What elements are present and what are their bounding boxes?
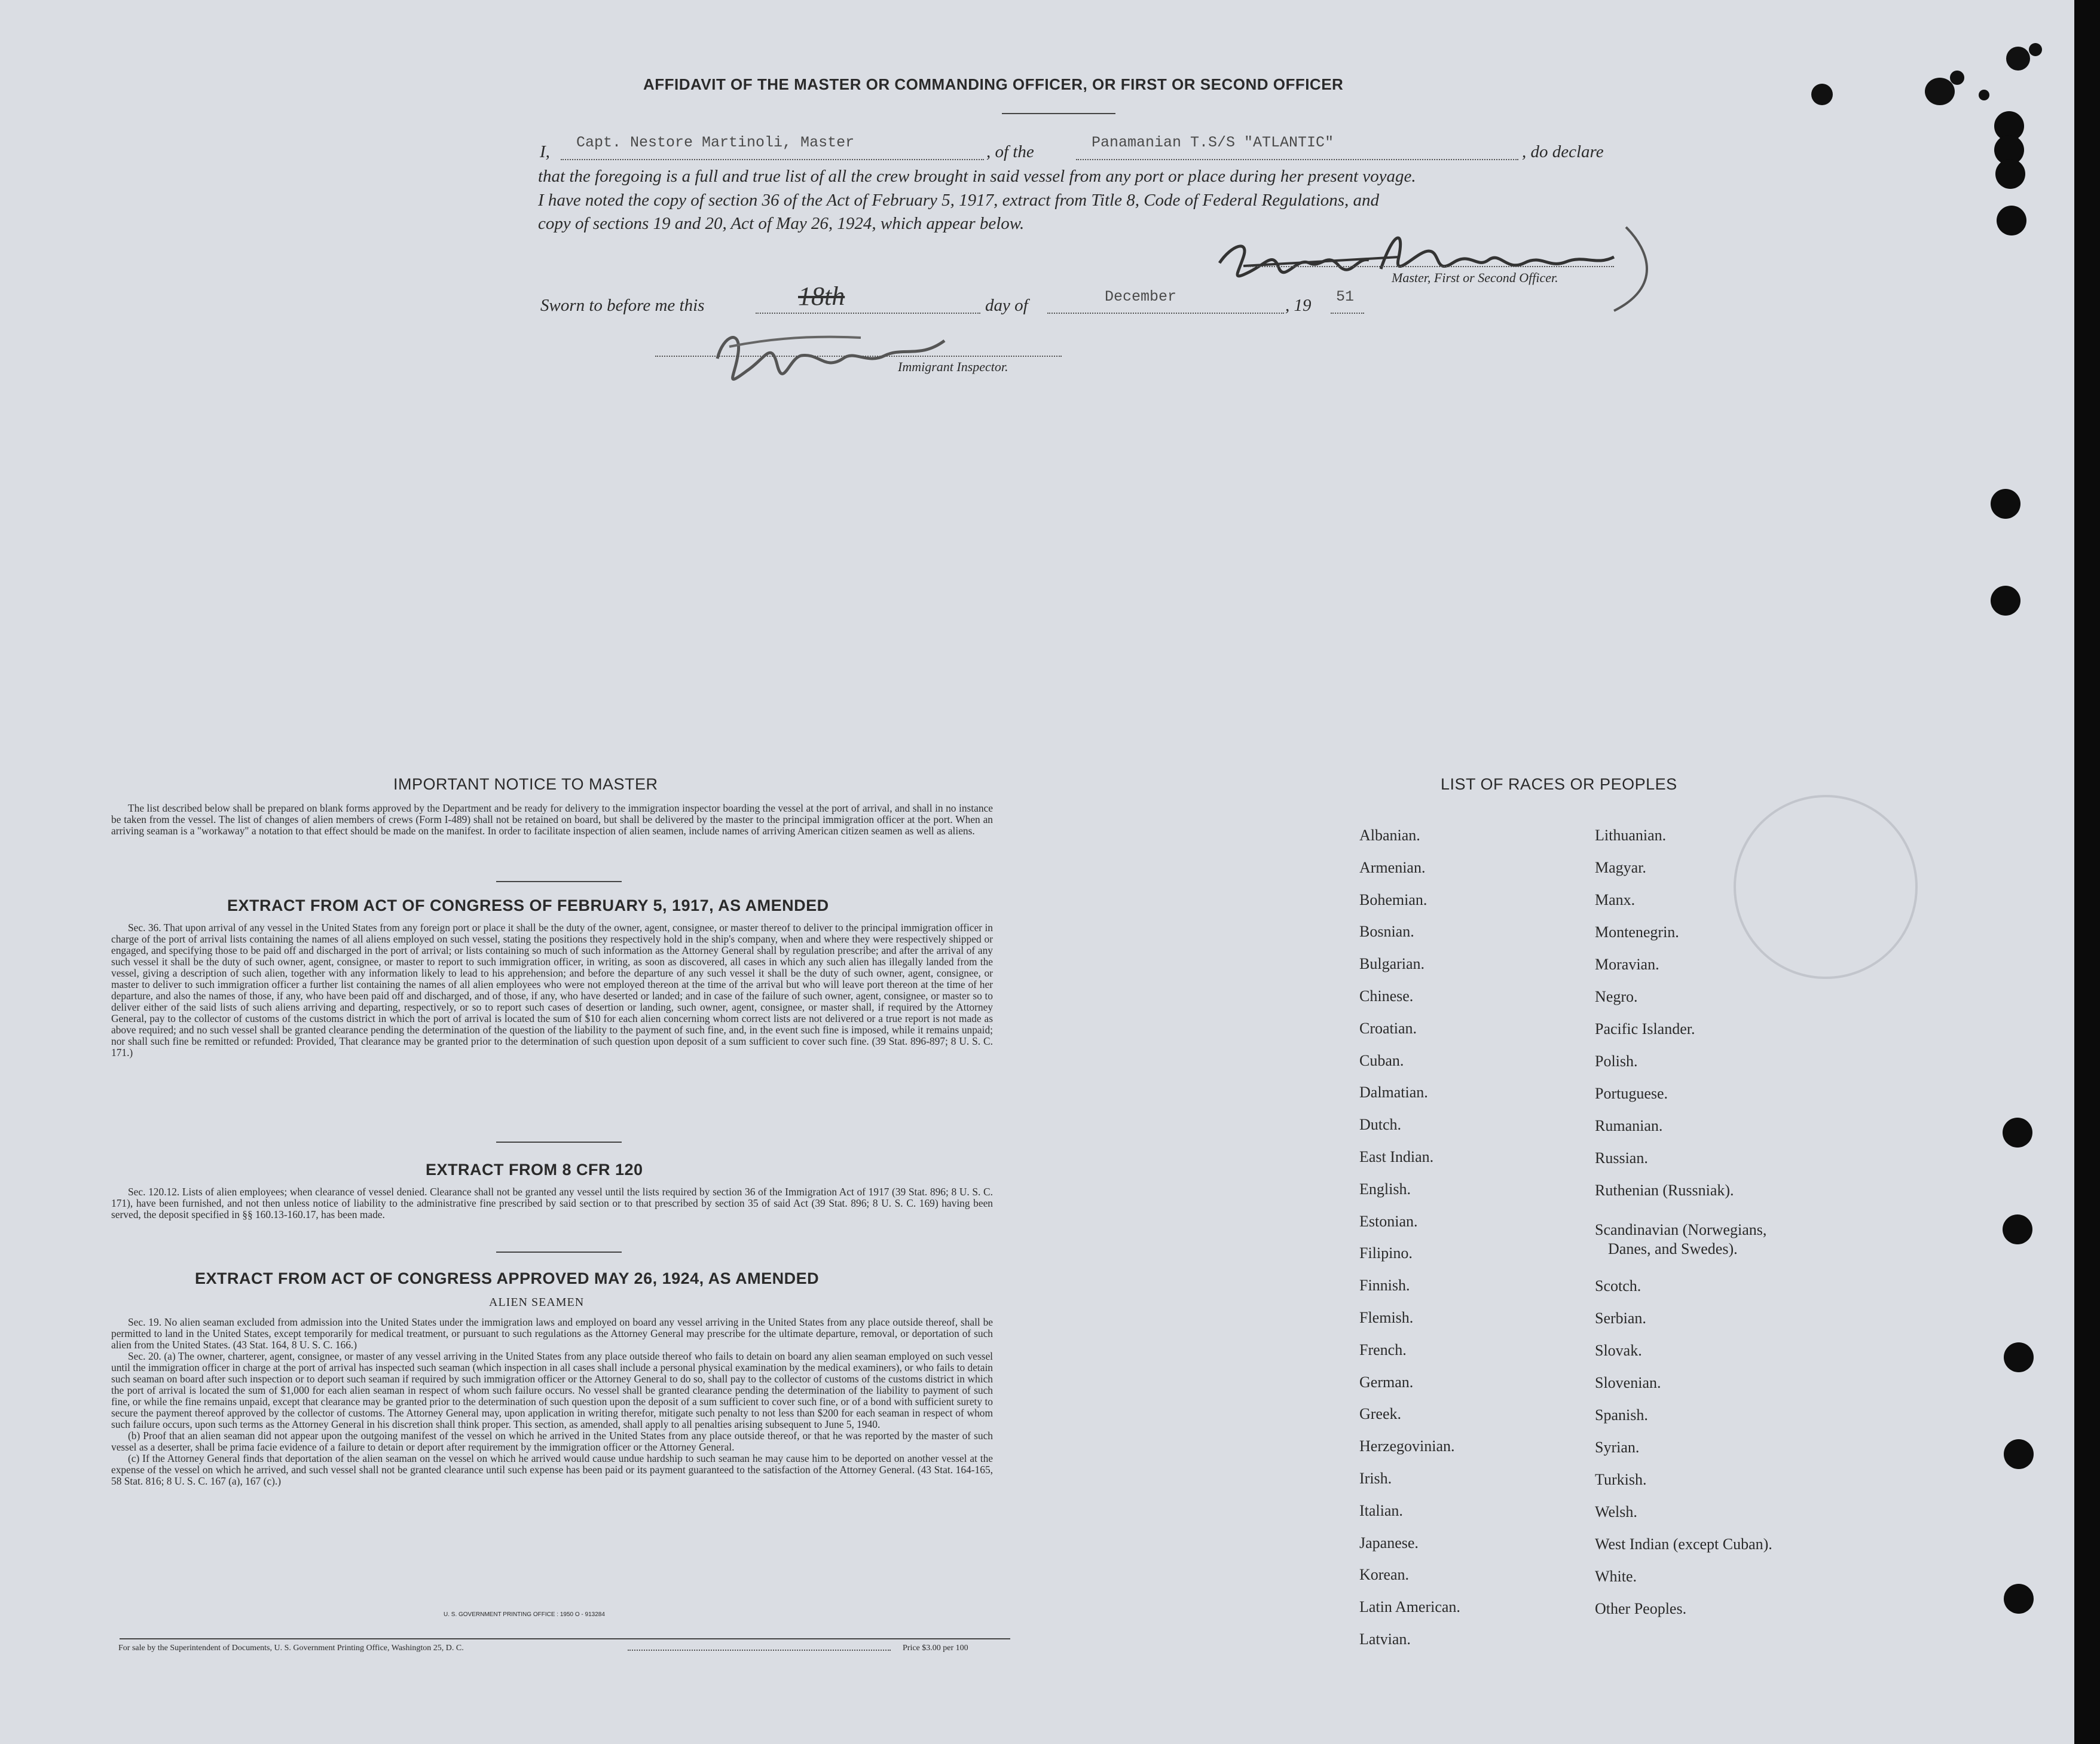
race-item: Chinese.: [1359, 987, 1414, 1005]
race-item: Slovenian.: [1595, 1374, 1661, 1391]
month-field: December: [1105, 288, 1177, 305]
race-item: Rumanian.: [1595, 1117, 1663, 1134]
race-item: Polish.: [1595, 1052, 1638, 1070]
race-item: Scandinavian (Norwegians,: [1595, 1221, 1767, 1238]
race-item: Manx.: [1595, 891, 1636, 908]
race-item: Danes, and Swedes).: [1608, 1240, 1738, 1257]
race-item: White.: [1595, 1568, 1637, 1585]
race-item: Lithuanian.: [1595, 827, 1667, 844]
sec-19-paragraph: Sec. 19. No alien seaman excluded from admission into the United States under the immigration laws and employed on board any vessel arriving in the United States from any place outside thereof, shall be permitted to land in the United States, except temporarily for medical treatment, or pursuant to such regulations as the Attorney General may prescribe for the ultimate departure, removal, or deportation of such alien from the United States. (43 Stat. 164, 8 U. S. C. 166.): [111, 1316, 993, 1351]
divider-1: [496, 881, 622, 882]
race-item: Spanish.: [1595, 1406, 1648, 1424]
race-item: Finnish.: [1359, 1277, 1410, 1295]
section-36-paragraph: Sec. 36. That upon arrival of any vessel in the United States from any foreign port or place it shall be the duty of the owner, agent, consignee, or master thereof to deliver to the principal immigration officer in charge of the port of arrival lists containing the names of all aliens employed on such vessel, stating the positions they respectively hold in the ship's company, when and where they were respectively shipped or engaged, and specifying those to be paid off and discharged in the port of arrival; or lists containing so much of such information as the Attorney General shall by regulation prescribe; and after the arrival of any such vessel it shall be the duty of such owner, agent, consignee, or master to report to such immigration officer, in writing, as soon as discovered, all cases in which any such alien has illegally landed from the vessel, giving a description of such alien, together with any information likely to lead to his apprehension; and before the departure of any such vessel it shall be the duty of such owner, agent, consignee, or master to deliver to such immigration officer a further list containing the names of all alien employees who were not employed thereon at the time of the arrival but who will leave port thereon at the time of her departure, and also the names of those, if any, who have been paid off and discharged, and of those, if any, who have deserted or landed; and in case of the failure of such owner, agent, consignee, or master so to deliver either of the said lists of such aliens arriving and departing, respectively, or so to report such cases of desertion or landing, such owner, agent, consignee, or master shall, if required by the Attorney General, pay to the collector of customs of the customs district in which the port of arrival is located the sum of $10 for each alien concerning whom correct lists are not delivered or a true report is not made as above required; and no such vessel shall be granted clearance pending the determination of the question of the liability to the payment of such fine, and, in the event such fine is imposed, while it remains unpaid; nor shall such fine be remitted or refunded: Provided, That clearance may be granted prior to the determination of such question upon deposit of a sum sufficient to cover such fine. (39 Stat. 896-897; 8 U. S. C. 171.): [111, 922, 993, 1058]
race-item: Latin American.: [1359, 1598, 1460, 1616]
divider-3: [496, 1252, 622, 1253]
race-item: Herzegovinian.: [1359, 1437, 1455, 1455]
sec-20a-paragraph: Sec. 20. (a) The owner, charterer, agent, consignee, or master of any vessel arriving in the United States from any place outside thereof who fails to detain on board any alien seaman employed on such vessel until the immigration officer in charge at the port of arrival has inspected such seaman (which inspection in all cases shall include a personal physical examination by the medical examiners), or who fails to detain such seaman on board after such inspection or to deport such seaman if required by such immigration officer or the Attorney General to do so, shall pay to the collector of customs of the customs district in which the port of arrival is located the sum of $1,000 for each alien seaman in respect of whom such failure occurs. No vessel shall be granted clearance pending the determination of the liability to payment of such fine, or while the fine remains unpaid, except that clearance may be granted prior to the determination of such question upon the deposit of a sum sufficient to cover such fine, or of a bond with sufficient surety to secure the payment thereof approved by the collector of customs. The Attorney General may, upon application in writing therefor, mitigate such penalty to not less than $200 for each seaman in respect of whom such failure occurs, upon such terms as the Attorney General in his discretion shall think proper. This section, as amended, shall apply to all penalties arising subsequent to June 5, 1940.: [111, 1350, 993, 1430]
vessel-field: Panamanian T.S/S "ATLANTIC": [1092, 134, 1334, 151]
title-rule: [1002, 113, 1115, 114]
punch-hole: [2004, 1342, 2034, 1372]
race-item: Irish.: [1359, 1470, 1392, 1487]
race-item: Negro.: [1595, 988, 1638, 1005]
race-item: Scotch.: [1595, 1277, 1642, 1295]
faint-stamp: [1734, 795, 1918, 979]
cfr-heading: EXTRACT FROM 8 CFR 120: [426, 1161, 643, 1179]
race-item: Dalmatian.: [1359, 1084, 1428, 1102]
race-item: Magyar.: [1595, 859, 1646, 876]
races-heading: LIST OF RACES OR PEOPLES: [1441, 775, 1677, 793]
affidavit-line-4: copy of sections 19 and 20, Act of May 26, 1924, which appear below.: [538, 214, 1025, 233]
of-the-text: , of the: [986, 142, 1034, 161]
divider-2: [496, 1142, 622, 1143]
race-item: Serbian.: [1595, 1309, 1646, 1327]
notice-paragraph: The list described below shall be prepared on blank forms approved by the Department and be ready for delivery to the immigration inspector boarding the vessel at the port of arrival, and shall in no instance be taken from the vessel. The list of changes of alien members of crews (Form I-489) shall not be retained on board, but shall be delivered by the master to the principal immigration officer at the port. When an arriving seaman is a "workaway" a notation to that effect should be made on the manifest. In order to facilitate inspection of alien seamen, include names of arriving American citizen seamen as well as aliens.: [111, 802, 993, 837]
year-line: [1331, 313, 1364, 314]
race-item: Turkish.: [1595, 1471, 1647, 1488]
race-item: Cuban.: [1359, 1051, 1404, 1069]
punch-hole: [1997, 206, 2026, 235]
sworn-day-line: [756, 313, 980, 314]
race-item: Armenian.: [1359, 858, 1426, 876]
race-item: Greek.: [1359, 1405, 1402, 1423]
punch-hole: [1991, 489, 2020, 519]
race-item: German.: [1359, 1373, 1414, 1391]
race-item: Slovak.: [1595, 1342, 1642, 1359]
sec-20b-paragraph: (b) Proof that an alien seaman did not appear upon the outgoing manifest of the vessel on which he arrived in the United States from any place outside thereof, or that he was reported by the master of such vessel as a deserter, shall be prima facie evidence of a failure to detain or deport after requirement by the immigration officer or the Attorney General.: [111, 1430, 993, 1453]
vessel-line: [1076, 159, 1518, 160]
race-item: Croatian.: [1359, 1019, 1417, 1037]
race-item: East Indian.: [1359, 1148, 1434, 1165]
ink-blot: [1925, 78, 1955, 105]
punch-hole: [2004, 1584, 2034, 1614]
ink-blot: [1979, 90, 1989, 100]
alien-seamen-subheading: ALIEN SEAMEN: [489, 1296, 585, 1309]
master-signature-line: [1248, 266, 1614, 267]
race-item: Dutch.: [1359, 1116, 1402, 1134]
race-item: Welsh.: [1595, 1503, 1637, 1520]
race-item: Flemish.: [1359, 1309, 1414, 1326]
extract-1917-body: [111, 922, 993, 1058]
inspector-signature: [705, 323, 956, 394]
affidavit-line-2: that the foregoing is a full and true list of all the crew brought in said vessel from any port or place during her present voyage.: [538, 167, 1416, 186]
punch-hole: [2003, 1118, 2032, 1148]
master-caption: Master, First or Second Officer.: [1392, 270, 1558, 285]
race-item: Montenegrin.: [1595, 923, 1679, 941]
race-item: Ruthenian (Russniak).: [1595, 1182, 1734, 1199]
affidavit-line-3: I have noted the copy of section 36 of the Act of February 5, 1917, extract from Title 8, Code of Federal Regulations, and: [538, 191, 1380, 210]
affidavit-title: AFFIDAVIT OF THE MASTER OR COMMANDING OFFICER, OR FIRST OR SECOND OFFICER: [643, 75, 1344, 93]
do-declare-text: , do declare: [1522, 142, 1604, 161]
ink-blot: [2006, 47, 2030, 71]
punch-hole: [2003, 1214, 2032, 1244]
punch-hole: [1991, 586, 2020, 616]
race-item: Japanese.: [1359, 1534, 1419, 1552]
sec-20c-paragraph: (c) If the Attorney General finds that deportation of the alien seaman on the vessel on which he arrived would cause undue hardship to such seaman he may cause him to be deported on another vessel at the expense of the vessel on which he arrived, and such vessel shall not be granted clearance until such expense has been paid or its payment guaranteed to the satisfaction of the Attorney General. (43 Stat. 164-165, 58 Stat. 816; 8 U. S. C. 167 (a), 167 (c).): [111, 1452, 993, 1487]
race-item: Bosnian.: [1359, 923, 1414, 941]
sworn-text: Sworn to before me this: [540, 296, 705, 315]
extract-1924-body: [111, 1317, 993, 1487]
race-item: French.: [1359, 1341, 1407, 1359]
scan-border: [2074, 0, 2100, 1744]
race-item: English.: [1359, 1180, 1411, 1198]
race-item: Other Peoples.: [1595, 1600, 1687, 1617]
ink-blot: [1811, 84, 1833, 105]
race-item: Latvian.: [1359, 1630, 1411, 1648]
extract-1924-heading: EXTRACT FROM ACT OF CONGRESS APPROVED MAY 26, 1924, AS AMENDED: [195, 1269, 820, 1287]
race-item: Pacific Islander.: [1595, 1020, 1695, 1038]
race-item: Moravian.: [1595, 956, 1659, 973]
sec-120-12-paragraph: Sec. 120.12. Lists of alien employees; when clearance of vessel denied. Clearance shall not be granted any vessel until the lists required by section 36 of the Immigration Act of 1917 (39 Stat. 896; 8 U. S. C. 171), have been furnished, and not then unless notice of liability to the administrative fine prescribed by said section or to that prescribed by section 35 of said Act (39 Stat. 896; 8 U. S. C. 169) having been served, the deposit specified in §§ 160.13-160.17, has been made.: [111, 1186, 993, 1220]
race-item: Portuguese.: [1595, 1085, 1668, 1102]
ink-blot: [2029, 43, 2042, 56]
ink-blot: [1950, 71, 1964, 85]
master-name-field: Capt. Nestore Martinoli, Master: [576, 134, 855, 151]
master-name-line: [561, 159, 984, 160]
race-item: Russian.: [1595, 1149, 1648, 1167]
race-item: Bohemian.: [1359, 891, 1427, 908]
race-item: Albanian.: [1359, 827, 1420, 844]
year-prefix: , 19: [1285, 296, 1312, 315]
notice-body: [111, 803, 993, 837]
year-field: 51: [1336, 288, 1355, 305]
footer-rule: [120, 1638, 1010, 1639]
race-item: Filipino.: [1359, 1244, 1413, 1262]
punch-hole: [1995, 159, 2025, 189]
month-line: [1047, 313, 1284, 314]
inspector-caption: Immigrant Inspector.: [898, 359, 1008, 374]
extract-1917-heading: EXTRACT FROM ACT OF CONGRESS OF FEBRUARY 5, 1917, AS AMENDED: [227, 897, 829, 914]
race-item: Syrian.: [1595, 1439, 1640, 1456]
inspector-signature-line: [655, 356, 1062, 357]
race-item: Bulgarian.: [1359, 955, 1425, 973]
sale-notice: For sale by the Superintendent of Documents, U. S. Government Printing Office, Washington 25, D. C.: [118, 1644, 464, 1653]
footer-dots: [628, 1650, 891, 1651]
price-notice: Price $3.00 per 100: [903, 1644, 968, 1653]
day-of-text: day of: [985, 296, 1028, 315]
race-item: Italian.: [1359, 1501, 1403, 1519]
race-item: West Indian (except Cuban).: [1595, 1535, 1772, 1553]
race-item: Korean.: [1359, 1566, 1410, 1584]
race-item: Estonian.: [1359, 1212, 1418, 1230]
sworn-day-field: 18th: [798, 282, 845, 311]
cfr-body: [111, 1186, 993, 1220]
affidavit-i: I,: [540, 142, 550, 161]
notice-heading: IMPORTANT NOTICE TO MASTER: [393, 775, 658, 793]
gpo-imprint: U. S. GOVERNMENT PRINTING OFFICE : 1950 O - 913284: [444, 1611, 605, 1618]
punch-hole: [2004, 1439, 2034, 1469]
